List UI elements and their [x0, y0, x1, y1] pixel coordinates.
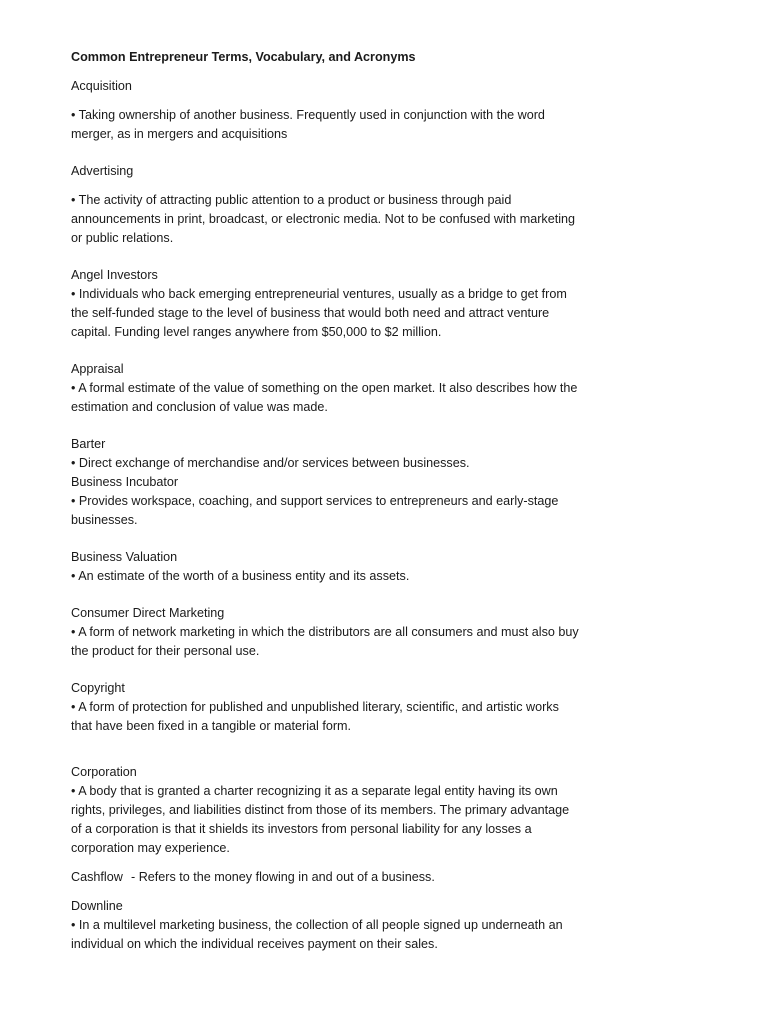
term-angel-investors: Angel Investors [71, 268, 158, 282]
term-barter: Barter [71, 437, 106, 451]
term-acquisition: Acquisition [71, 79, 132, 93]
term-business-incubator: Business Incubator [71, 475, 179, 489]
term-cashflow: Cashflow [71, 870, 123, 884]
definition-copyright: • A form of protection for published and unpublished literary, scientific, and artistic works that have been fixed in a tangible or material form. [71, 700, 559, 733]
document-page [71, 48, 581, 954]
definition-downline: • In a multilevel marketing business, the collection of all people signed up underneath an individual on which the individual receives payment on their sales. [71, 918, 563, 951]
definition-business-valuation: • An estimate of the worth of a business entity and its assets. [71, 569, 410, 583]
definition-advertising: • The activity of attracting public attention to a product or business through paid announcements in print, broadcast, or electronic media. Not to be confused with marketing or public relations. [71, 193, 576, 245]
cashflow-line [71, 868, 581, 887]
term-copyright: Copyright [71, 681, 125, 695]
term-downline: Downline [71, 899, 123, 913]
term-advertising: Advertising [71, 164, 134, 178]
definition-appraisal: • A formal estimate of the value of something on the open market. It also describes how the estimation and conclusion of value was made. [71, 381, 578, 414]
definition-barter: • Direct exchange of merchandise and/or services between businesses. [71, 456, 470, 470]
definition-cashflow: - Refers to the money flowing in and out of a business. [131, 870, 435, 884]
definition-corporation: • A body that is granted a charter recognizing it as a separate legal entity having its own rights, privileges, and liabilities distinct from those of its members. The primary advantage of a corporation is that it shields its investors from personal liability for any losses a corporation may experience. [71, 784, 570, 855]
term-business-valuation: Business Valuation [71, 550, 178, 564]
definition-consumer-direct-marketing: • A form of network marketing in which the distributors are all consumers and must also buy the product for their personal use. [71, 625, 579, 658]
definition-angel-investors: • Individuals who back emerging entrepreneurial ventures, usually as a bridge to get from the self-funded stage to the level of business that would both need and attract venture capital. Funding level ranges anywhere from $50,000 to $2 million. [71, 287, 567, 339]
definition-acquisition: • Taking ownership of another business. Frequently used in conjunction with the word merger, as in mergers and acquisitions [71, 108, 545, 141]
term-consumer-direct-marketing: Consumer Direct Marketing [71, 606, 225, 620]
term-appraisal: Appraisal [71, 362, 124, 376]
definition-business-incubator: • Provides workspace, coaching, and support services to entrepreneurs and early-stage businesses. [71, 494, 559, 527]
document-title: Common Entrepreneur Terms, Vocabulary, and Acronyms [71, 50, 416, 64]
term-corporation: Corporation [71, 765, 137, 779]
